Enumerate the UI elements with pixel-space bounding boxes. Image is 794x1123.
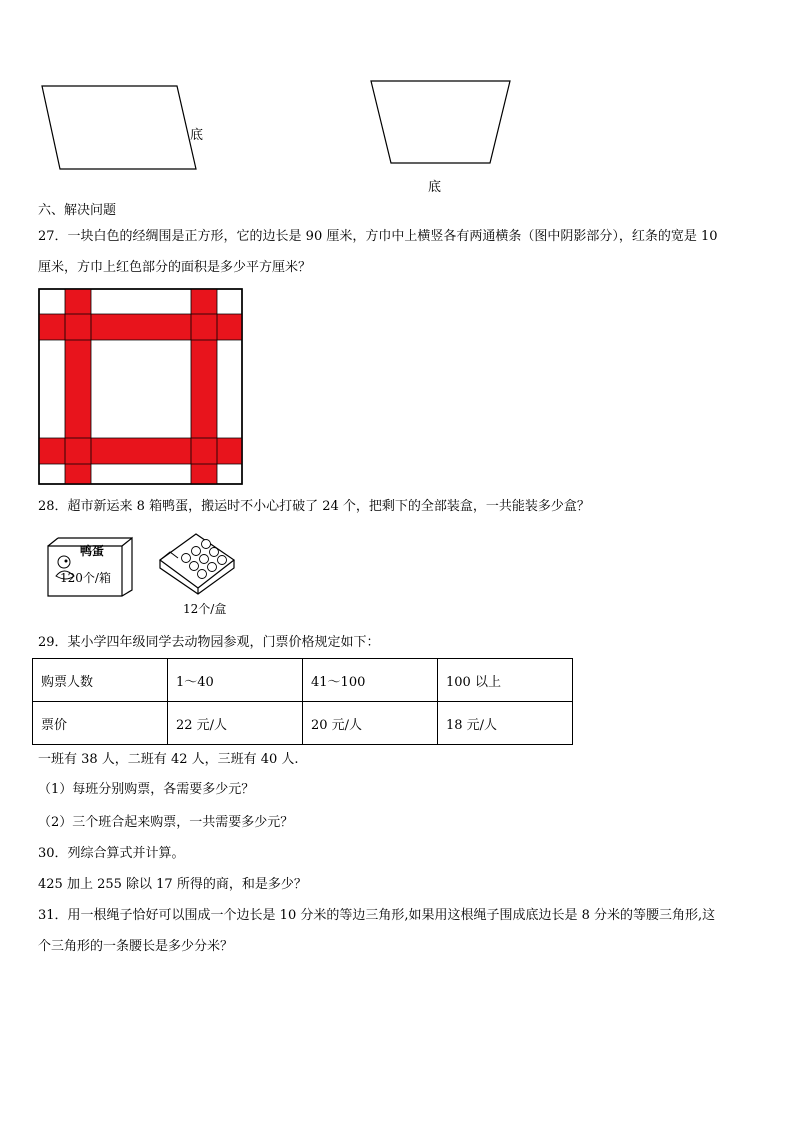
q30-text: 425 加上 255 除以 17 所得的商，和是多少？ [38,877,307,892]
table-row [33,659,573,702]
parallelogram-base-label: 底 [190,128,204,143]
parallelogram-shape [42,86,196,169]
q29-sub-question-1: （1）每班分别购票，各需要多少元？ [38,782,255,797]
egg-carton-figure [156,530,238,596]
section-title: 六、解决问题 [38,203,117,218]
vertical-stripe-right [191,289,217,484]
trapezoid-shape [371,81,510,163]
table-cell: 20 元/人 [303,702,438,745]
q27-text-line2: 厘米，方巾上红色部分的面积是多少平方厘米？ [38,260,312,275]
egg-box-title: 鸭蛋 [80,544,105,558]
top-figures [0,0,794,200]
egg-box-caption: 120个/箱 [60,571,111,585]
table-cell: 票价 [33,702,168,745]
table-cell: 1～40 [168,659,303,702]
q29-class-info: 一班有 38 人，二班有 42 人，三班有 40 人. [38,752,299,767]
q29-text: 29．某小学四年级同学去动物园参观，门票价格规定如下： [38,635,380,650]
q29-sub-question-2: （2）三个班合起来购票，一共需要多少元？ [38,815,294,830]
table-row [33,702,573,745]
table-cell: 41～100 [303,659,438,702]
trapezoid-base-label: 底 [428,180,442,195]
ticket-price-table [32,658,573,745]
q31-text-line1: 31．用一根绳子恰好可以围成一个边长是 10 分米的等边三角形,如果用这根绳子围成底边长是 8 分米的等腰三角形,这 [38,908,716,923]
q28-text: 28．超市新运来 8 箱鸭蛋，搬运时不小心打破了 24 个，把剩下的全部装盒，一共能装多少盒？ [38,499,590,514]
q27-text-line1: 27．一块白色的经绸围是正方形，它的边长是 90 厘米，方巾中上横竖各有两通横条（图中阴影部分），红条的宽是 10 [38,229,718,244]
q30-title: 30．列综合算式并计算。 [38,846,185,861]
table-cell: 购票人数 [33,659,168,702]
table-cell: 18 元/人 [438,702,573,745]
scarf-figure [38,288,244,486]
table-cell: 100 以上 [438,659,573,702]
vertical-stripe-left [65,289,91,484]
table-cell: 22 元/人 [168,702,303,745]
egg-carton-caption: 12个/盒 [183,602,227,616]
q31-text-line2: 个三角形的一条腰长是多少分米？ [38,939,234,954]
